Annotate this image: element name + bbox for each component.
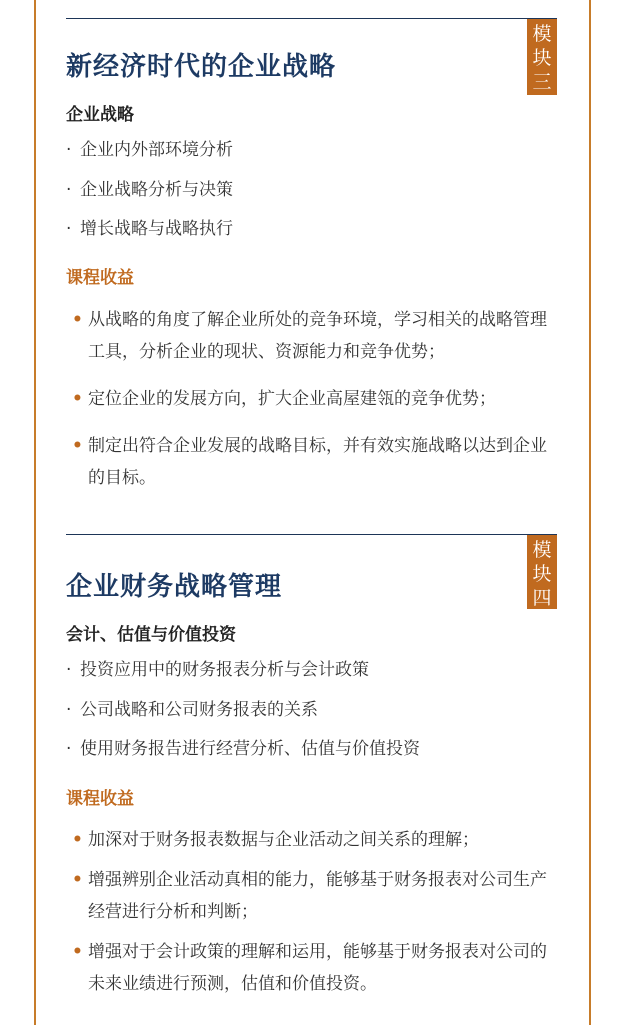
benefit-item [66, 864, 557, 928]
topic-bullet: · [66, 179, 72, 200]
benefit-item [66, 304, 557, 368]
benefit-text: 加深对于财务报表数据与企业活动之间关系的理解； [88, 830, 479, 850]
benefit-text: 制定出符合企业发展的战略目标，并有效实施战略以达到企业的目标。 [88, 436, 547, 488]
benefit-text: 增强对于会计政策的理解和运用，能够基于财务报表对公司的未来业绩进行预测，估值和价值投资。 [88, 942, 547, 994]
topic-bullet: · [66, 140, 72, 160]
module-badge [527, 535, 557, 609]
benefit-list [66, 824, 557, 1008]
topic-list [66, 658, 420, 777]
topic-item [66, 217, 233, 257]
benefit-item [66, 824, 557, 856]
topic-bullet: · [66, 699, 72, 720]
topic-item [66, 658, 420, 698]
benefit-item [66, 430, 557, 494]
topic-item [66, 138, 233, 178]
topic-bullet: · [66, 660, 72, 680]
module-divider [66, 18, 557, 19]
topic-bullet: · [66, 219, 72, 239]
benefit-list [66, 304, 557, 509]
topic-item [66, 178, 233, 218]
benefit-bullet: • [72, 310, 83, 330]
benefit-text: 定位企业的发展方向，扩大企业高屋建瓴的竞争优势； [88, 389, 496, 409]
benefit-bullet: • [72, 436, 83, 456]
topic-item [66, 698, 420, 738]
topic-text: 投资应用中的财务报表分析与会计政策 [80, 660, 369, 680]
topic-bullet: · [66, 739, 72, 759]
topic-list [66, 138, 233, 257]
badge-char: 块 [532, 563, 552, 585]
benefit-label: 课程收益 [66, 789, 134, 809]
module-divider [66, 534, 557, 535]
badge-char: 块 [532, 47, 552, 69]
benefit-bullet: • [72, 830, 83, 850]
module-title: 企业财务战略管理 [66, 572, 283, 602]
topic-text: 使用财务报告进行经营分析、估值与价值投资 [80, 739, 420, 759]
badge-char: 模 [532, 539, 552, 561]
benefit-item [66, 383, 557, 415]
benefit-item [66, 936, 557, 1000]
badge-char: 四 [532, 587, 552, 609]
benefit-label: 课程收益 [66, 268, 134, 288]
topic-text: 企业战略分析与决策 [80, 179, 233, 200]
benefit-bullet: • [72, 870, 83, 890]
benefit-text: 从战略的角度了解企业所处的竞争环境，学习相关的战略管理工具，分析企业的现状、资源能力和竞争优势； [88, 310, 547, 362]
frame-left-border [34, 0, 36, 1025]
badge-char: 模 [532, 23, 552, 45]
frame-right-border [589, 0, 591, 1025]
topic-text: 企业内外部环境分析 [80, 140, 233, 160]
topic-item [66, 737, 420, 777]
section-label: 会计、估值与价值投资 [66, 625, 236, 645]
module-title: 新经济时代的企业战略 [66, 52, 337, 82]
topic-text: 公司战略和公司财务报表的关系 [80, 699, 318, 720]
module-badge [527, 19, 557, 95]
benefit-bullet: • [72, 942, 83, 962]
benefit-text: 增强辨别企业活动真相的能力，能够基于财务报表对公司生产经营进行分析和判断； [88, 870, 547, 922]
section-label: 企业战略 [66, 105, 134, 125]
topic-text: 增长战略与战略执行 [80, 219, 233, 239]
badge-char: 三 [532, 71, 552, 93]
benefit-bullet: • [72, 389, 83, 409]
